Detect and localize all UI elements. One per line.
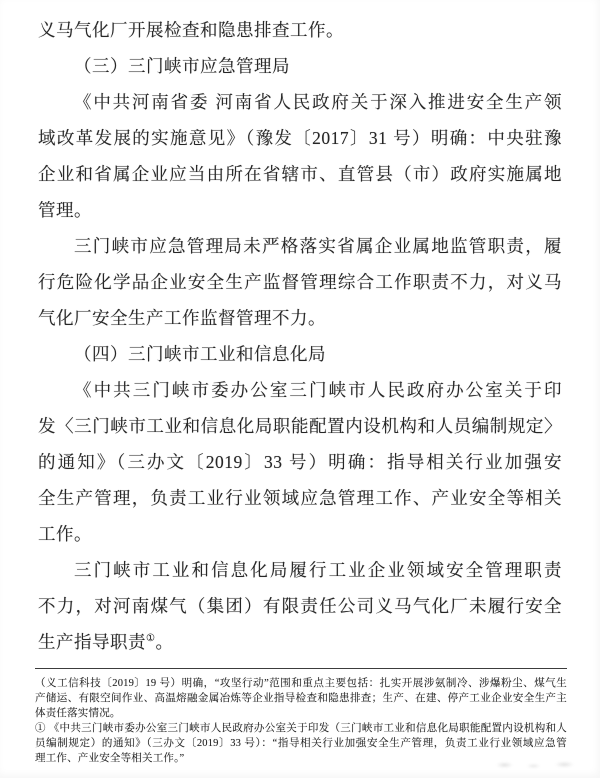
body-line: 三门峡市工业和信息化局履行工业企业领域安全管理职责 bbox=[74, 560, 562, 580]
footnote-line: 产储运、有限空间作业、高温熔融金属冶炼等企业指导检查和隐患排查；生产、在建、停产工业企业安全生产主 bbox=[35, 693, 567, 704]
body-line-with-footnote-ref bbox=[38, 624, 562, 660]
body-line: 《中共河南省委 河南省人民政府关于深入推进安全生产领 bbox=[74, 92, 562, 112]
body-line: 行危险化学品企业安全生产监督管理综合工作职责不力，对义马 bbox=[38, 272, 562, 292]
body-line: 不力，对河南煤气（集团）有限责任公司义马气化厂未履行安全 bbox=[38, 596, 562, 616]
body-line: 义马气化厂开展检查和隐患排查工作。 bbox=[38, 20, 344, 40]
scan-artifact bbox=[494, 760, 582, 770]
body-line: 的通知》（三办文〔2019〕33 号）明确：指导相关行业加强安 bbox=[38, 452, 562, 472]
footnotes-section bbox=[35, 668, 567, 766]
footnote-line: ① 《中共三门峡市委办公室三门峡市人民政府办公室关于印发（三门峡市工业和信息化局职能配置内设机构和人 bbox=[35, 723, 567, 734]
body-line: 管理。 bbox=[38, 200, 92, 220]
footnote-reference-mark: ① bbox=[146, 633, 156, 645]
section-heading-3: （三）三门峡市应急管理局 bbox=[74, 56, 290, 76]
section-heading-4: （四）三门峡市工业和信息化局 bbox=[74, 344, 326, 364]
body-line: 《中共三门峡市委办公室三门峡市人民政府办公室关于印 bbox=[74, 380, 562, 400]
footnote-line: 员编制规定）的通知》（三办文〔2019〕33 号）：“指导相关行业加强安全生产管理，负责工业行业领域应急管 bbox=[35, 738, 567, 749]
body-line: 企业和省属企业应当由所在省辖市、直管县（市）政府实施属地 bbox=[38, 164, 562, 184]
document-body bbox=[38, 12, 562, 660]
body-line-text: 生产指导职责 bbox=[38, 632, 146, 652]
body-line-period: 。 bbox=[155, 632, 174, 652]
body-line: 气化厂安全生产工作监督管理不力。 bbox=[38, 308, 326, 328]
body-line: 域改革发展的实施意见》（豫发〔2017〕31 号）明确：中央驻豫 bbox=[38, 128, 562, 148]
footnote-line: （义工信科技〔2019〕19 号）明确，“攻坚行动”范围和重点主要包括：扎实开展涉氨制冷、涉爆粉尘、煤气生 bbox=[35, 678, 567, 689]
footnote-line: 体责任落实情况。 bbox=[35, 708, 121, 719]
footnote-line: 理工作、产业安全等相关工作。” bbox=[35, 753, 185, 764]
body-line: 三门峡市应急管理局未严格落实省属企业属地监管职责，履 bbox=[74, 236, 562, 256]
body-line: 发〈三门峡市工业和信息化局职能配置内设机构和人员编制规定〉 bbox=[38, 416, 562, 436]
body-line: 全生产管理，负责工业行业领域应急管理工作、产业安全等相关 bbox=[38, 488, 562, 508]
body-line: 工作。 bbox=[38, 524, 92, 544]
